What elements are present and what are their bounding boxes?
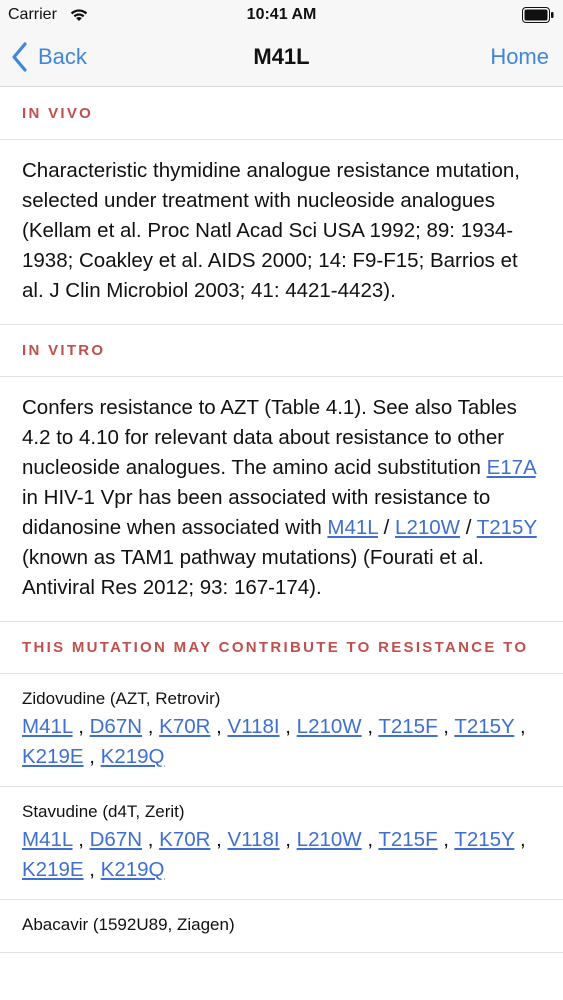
- mutation-link-v118i[interactable]: V118I: [227, 715, 280, 738]
- drug-name: Abacavir (1592U89, Ziagen): [22, 915, 235, 934]
- in-vivo-text: [0, 140, 563, 325]
- section-header-label: THIS MUTATION MAY CONTRIBUTE TO RESISTANCE TO: [22, 639, 529, 656]
- mutation-link-t215y[interactable]: T215Y: [454, 828, 515, 851]
- mutation-link-t215f[interactable]: T215F: [378, 715, 438, 738]
- mutation-link-m41l[interactable]: M41L: [22, 828, 73, 851]
- status-bar: [0, 0, 563, 30]
- link-l210w[interactable]: L210W: [395, 516, 461, 539]
- mutation-link-t215y[interactable]: T215Y: [454, 715, 515, 738]
- mutation-link-l210w[interactable]: L210W: [296, 715, 362, 738]
- drug-row: [0, 787, 563, 900]
- content-scroll[interactable]: [0, 88, 563, 953]
- mutation-link-v118i[interactable]: V118I: [227, 828, 280, 851]
- mutation-link-k219q[interactable]: K219Q: [100, 858, 165, 881]
- drug-list: [0, 674, 563, 953]
- mutation-link-d67n[interactable]: D67N: [89, 715, 143, 738]
- link-separator: /: [460, 516, 477, 539]
- drug-name: Zidovudine (AZT, Retrovir): [22, 689, 221, 708]
- battery-icon: [522, 7, 554, 23]
- drug-row: [0, 674, 563, 787]
- page-title: M41L: [253, 44, 310, 69]
- in-vitro-text-part: in HIV-1 Vpr has been associated with resistance to didanosine when associated with: [22, 486, 491, 539]
- mutation-link-d67n[interactable]: D67N: [89, 828, 143, 851]
- section-header-contribute: [0, 622, 563, 674]
- mutation-link-m41l[interactable]: M41L: [22, 715, 73, 738]
- drug-row: [0, 900, 563, 953]
- mutation-link-k219e[interactable]: K219E: [22, 858, 84, 881]
- in-vitro-text-part: Confers resistance to AZT (Table 4.1). See also Tables 4.2 to 4.10 for relevant data about resistance to other nucleoside analogues. The amino acid substitution: [22, 396, 517, 479]
- link-m41l[interactable]: M41L: [327, 516, 378, 539]
- drug-name: Stavudine (d4T, Zerit): [22, 802, 185, 821]
- home-button[interactable]: Home: [490, 44, 549, 69]
- link-e17a[interactable]: E17A: [486, 456, 536, 479]
- mutation-link-k70r[interactable]: K70R: [159, 828, 211, 851]
- mutation-link-k219e[interactable]: K219E: [22, 745, 84, 768]
- in-vivo-paragraph: Characteristic thymidine analogue resistance mutation, selected under treatment with nucleoside analogues (Kellam et al. Proc Natl Acad Sci USA 1992; 89: 1934-1938; Coakley et al. AIDS 2000; 14: F9-F15; Barrios et al. J Clin Microbiol 2003; 41: 4421-4423).: [22, 159, 520, 302]
- in-vitro-text-part: (known as TAM1 pathway mutations) (Fourati et al. Antiviral Res 2012; 93: 167-174).: [22, 546, 484, 599]
- mutation-link-l210w[interactable]: L210W: [296, 828, 362, 851]
- mutation-list: M41L , D67N , K70R , V118I , L210W , T215F , T215Y , K219E , K219Q: [22, 715, 526, 768]
- section-header-label: IN VITRO: [22, 342, 106, 359]
- mutation-link-k219q[interactable]: K219Q: [100, 745, 165, 768]
- section-header-in-vitro: [0, 325, 563, 377]
- mutation-list: M41L , D67N , K70R , V118I , L210W , T215F , T215Y , K219E , K219Q: [22, 828, 526, 881]
- link-separator: /: [377, 516, 396, 539]
- in-vitro-text: [0, 377, 563, 622]
- carrier-label: Carrier: [8, 6, 57, 23]
- link-t215y[interactable]: T215Y: [476, 516, 537, 539]
- navigation-bar: [0, 30, 563, 87]
- mutation-link-t215f[interactable]: T215F: [378, 828, 438, 851]
- section-header-label: IN VIVO: [22, 105, 94, 122]
- section-header-in-vivo: [0, 88, 563, 140]
- back-label: Back: [38, 44, 87, 69]
- mutation-link-k70r[interactable]: K70R: [159, 715, 211, 738]
- status-time: 10:41 AM: [246, 6, 317, 23]
